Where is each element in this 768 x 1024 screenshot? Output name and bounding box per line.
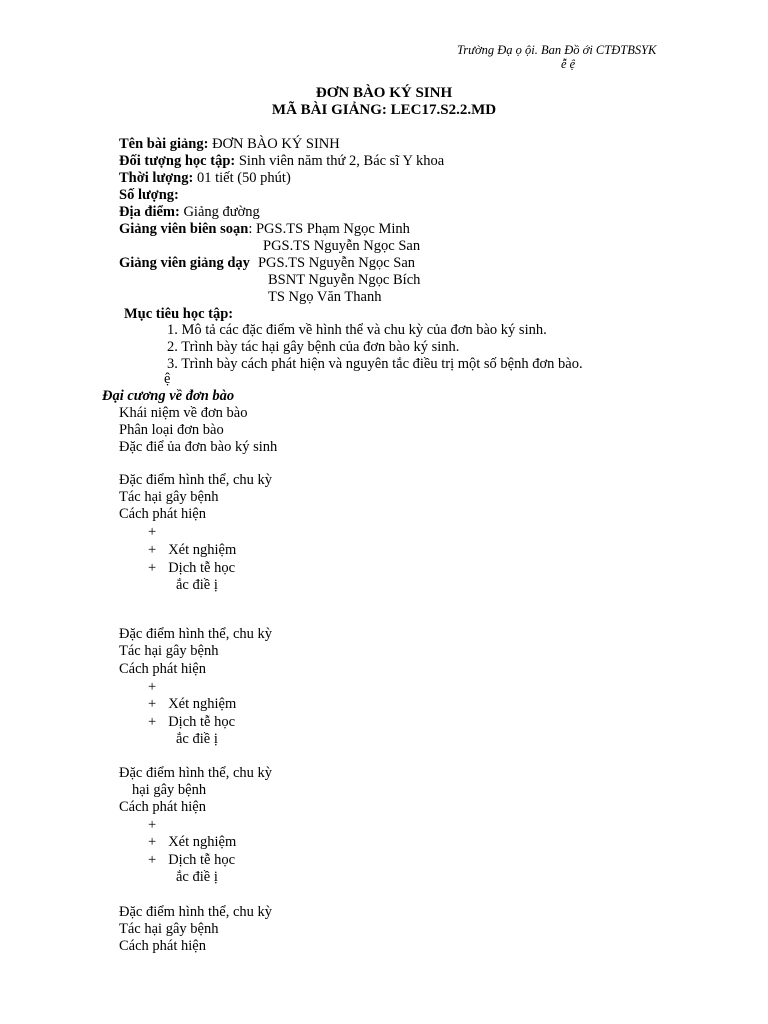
block-3-bullet-3: + Dịch tễ học	[148, 852, 236, 868]
block-3-bullet-1: +	[148, 817, 157, 833]
duration-row	[119, 171, 291, 186]
objective-3: 3. Trình bày cách phát hiện và nguyên tắc điều trị một số bệnh đơn bào.	[167, 356, 583, 372]
duration-value: 01 tiết (50 phút)	[193, 170, 291, 186]
location-label: Địa điểm:	[119, 204, 180, 220]
lecture-name-row	[119, 137, 340, 152]
stray-character: ệ	[164, 371, 171, 387]
quantity-row	[119, 188, 179, 203]
block-1-treatment: ắc điề ị	[176, 577, 218, 593]
objective-1: 1. Mô tả các đặc điểm về hình thể và chu kỳ của đơn bào ký sinh.	[167, 322, 547, 338]
block-4-detection: Cách phát hiện	[119, 938, 206, 954]
block-2-detection: Cách phát hiện	[119, 661, 206, 677]
block-1-bullet-1: +	[148, 524, 157, 540]
author-2: PGS.TS Nguyễn Ngọc San	[263, 238, 421, 254]
header-line-1: Trường Đạ ọ ội. Ban Đồ ới CTĐTBSYK	[457, 43, 657, 57]
block-1-bullet-2: + Xét nghiệm	[148, 542, 237, 558]
objective-2: 2. Trình bày tác hại gây bệnh của đơn bào ký sinh.	[167, 339, 460, 355]
lecture-name-value: ĐƠN BÀO KÝ SINH	[208, 136, 340, 152]
block-1-bullet-3: + Dịch tễ học	[148, 560, 236, 576]
general-heading: Đại cương về đơn bào	[102, 388, 235, 404]
teacher-3: TS Ngọ Văn Thanh	[268, 289, 382, 305]
block-1-harm: Tác hại gây bệnh	[119, 489, 219, 505]
authors-row	[119, 222, 410, 237]
objectives-heading: Mục tiêu học tập:	[124, 306, 234, 322]
block-2-treatment: ắc điề ị	[176, 731, 218, 747]
block-4-harm: Tác hại gây bệnh	[119, 921, 219, 937]
lecture-name-label: Tên bài giảng:	[119, 136, 209, 152]
teacher-2: BSNT Nguyễn Ngọc Bích	[268, 272, 421, 288]
block-3-detection: Cách phát hiện	[119, 799, 206, 815]
block-2-bullet-2: + Xét nghiệm	[148, 696, 237, 712]
author-1: : PGS.TS Phạm Ngọc Minh	[248, 221, 410, 237]
block-1-morphology: Đặc điểm hình thể, chu kỳ	[119, 472, 273, 488]
location-value: Giảng đường	[179, 204, 260, 220]
header-line-2: ễ ệ	[561, 57, 576, 71]
location-row	[119, 205, 260, 220]
block-3-morphology: Đặc điểm hình thể, chu kỳ	[119, 765, 273, 781]
general-item-2: Phân loại đơn bào	[119, 422, 224, 438]
teachers-row	[119, 256, 415, 271]
lecture-code: MÃ BÀI GIẢNG: LEC17.S2.2.MD	[271, 102, 497, 118]
document-title: ĐƠN BÀO KÝ SINH	[315, 85, 453, 101]
audience-label: Đối tượng học tập:	[119, 153, 236, 169]
audience-row	[119, 154, 444, 169]
block-2-harm: Tác hại gây bệnh	[119, 643, 219, 659]
general-item-3: Đặc điể ủa đơn bào ký sinh	[119, 439, 278, 455]
block-2-bullet-1: +	[148, 679, 157, 695]
quantity-label: Số lượng:	[119, 187, 179, 203]
teacher-1: PGS.TS Nguyễn Ngọc San	[257, 255, 416, 271]
block-4-morphology: Đặc điểm hình thể, chu kỳ	[119, 904, 273, 920]
block-2-morphology: Đặc điểm hình thể, chu kỳ	[119, 626, 273, 642]
duration-label: Thời lượng:	[119, 170, 194, 186]
block-2-bullet-3: + Dịch tễ học	[148, 714, 236, 730]
block-3-bullet-2: + Xét nghiệm	[148, 834, 237, 850]
audience-value: Sinh viên năm thứ 2, Bác sĩ Y khoa	[235, 153, 445, 169]
block-1-detection: Cách phát hiện	[119, 506, 206, 522]
teachers-label: Giảng viên giảng dạy	[119, 255, 250, 271]
block-3-harm: hại gây bệnh	[132, 782, 207, 798]
block-3-treatment: ắc điề ị	[176, 869, 218, 885]
authors-label: Giảng viên biên soạn	[119, 221, 249, 237]
general-item-1: Khái niệm về đơn bào	[119, 405, 248, 421]
